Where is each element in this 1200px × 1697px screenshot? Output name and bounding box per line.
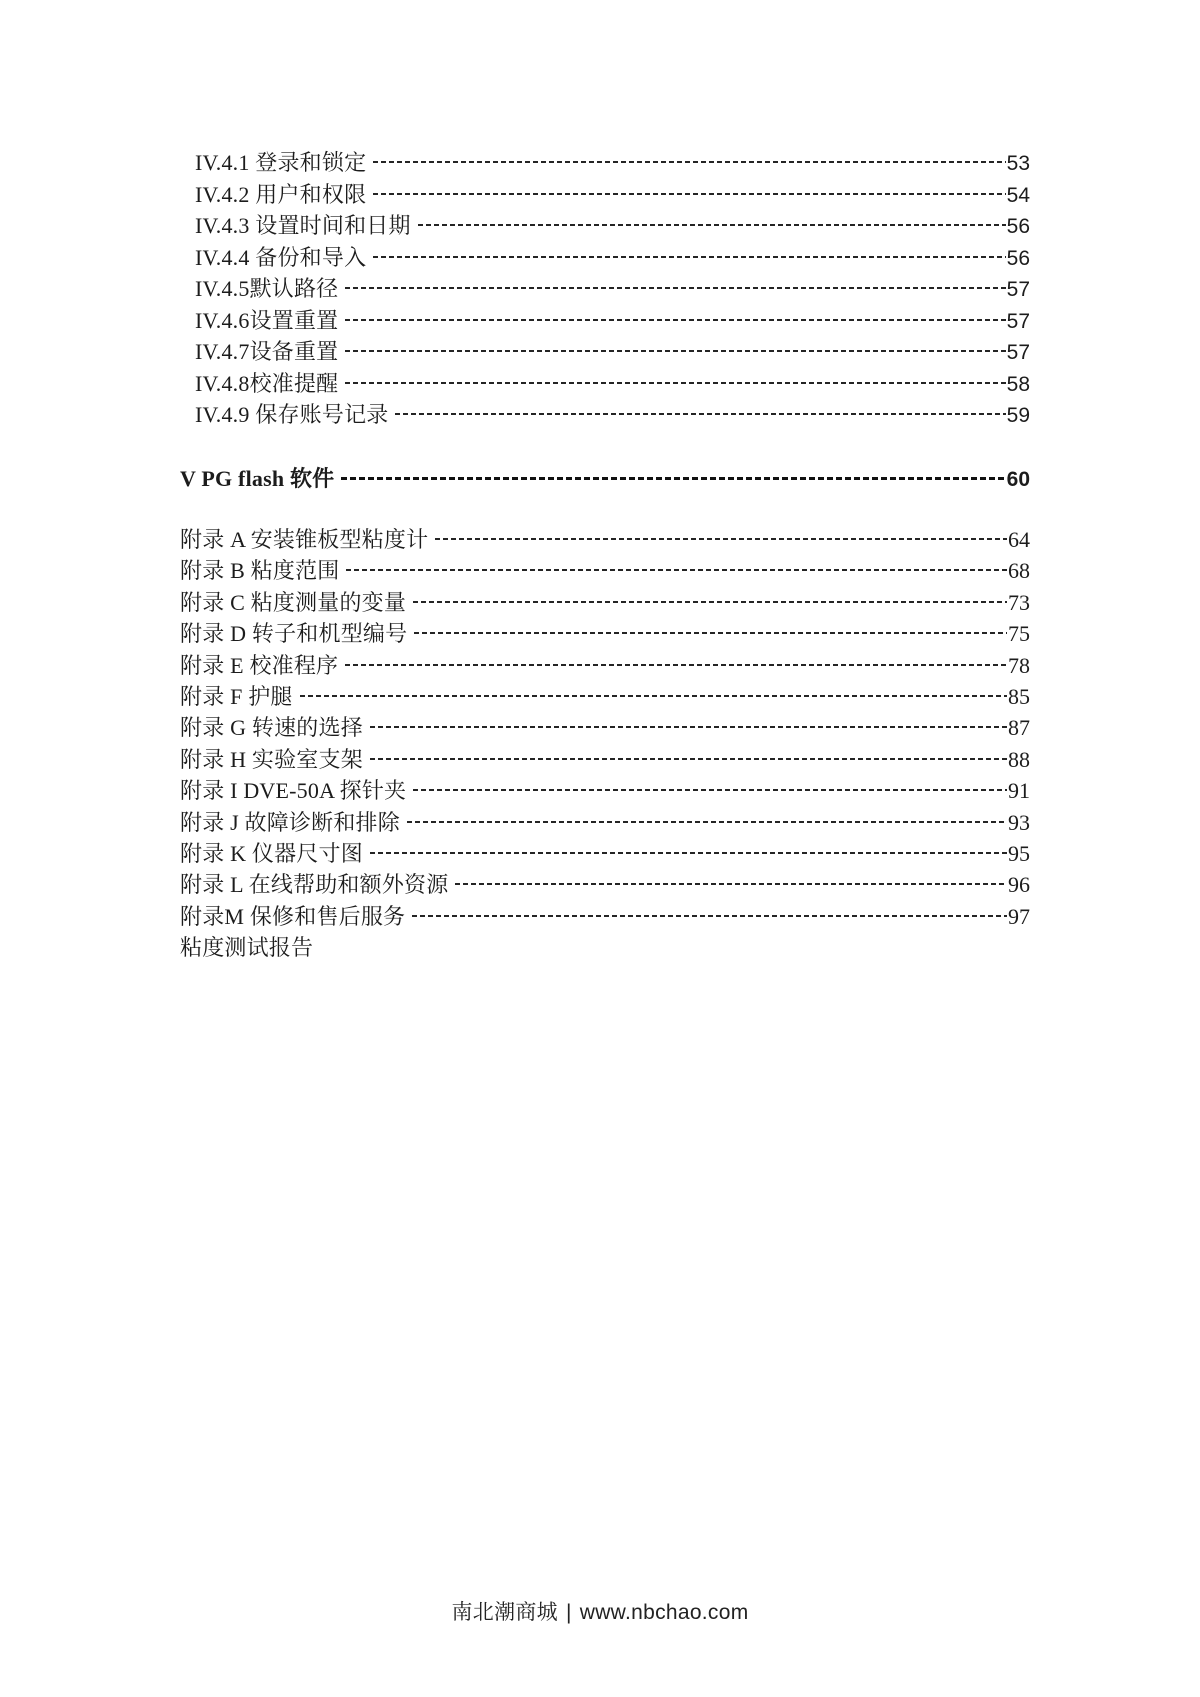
toc-entry-label: 附录 K 仪器尺寸图 [180,840,363,866]
leader-line [345,382,1005,384]
toc-entry [195,399,1030,431]
toc-entry-label: 附录 I DVE-50A 探针夹 [180,778,407,804]
toc-entry-page: 93 [1008,809,1030,835]
toc-entry-label: IV.4.3 设置时间和日期 [195,213,411,238]
leader-line [345,287,1005,289]
toc-entry-label: IV.4.1 登录和锁定 [195,150,367,175]
leader-line [413,789,1007,791]
toc-entry-label: 附录 E 校准程序 [180,652,339,678]
toc-entry-page: 56 [1006,246,1030,270]
toc-entry [180,901,1030,932]
footer [0,1596,1200,1626]
toc-entry-label: 附录M 保修和售后服务 [180,903,406,929]
toc-entry-label: IV.4.9 保存账号记录 [195,402,389,427]
toc-appendices [180,524,1030,963]
toc-entry-label: IV.4.6设置重置 [195,307,339,333]
leader-line [407,821,1007,823]
leader-line [345,350,1005,352]
toc-entry-page: 64 [1008,527,1030,552]
toc-entry-label: 附录 C 粘度测量的变量 [180,589,407,615]
toc-entry-label: 附录 J 故障诊断和排除 [180,809,400,835]
footer-url[interactable]: www.nbchao.com [579,1601,749,1624]
toc-entry [195,147,1030,179]
toc-entry [180,524,1030,555]
toc-entry [195,273,1030,305]
toc-entry-label: 粘度测试报告 [180,935,314,961]
toc-entry-label: 附录 L 在线帮助和额外资源 [180,872,449,898]
footer-divider: | [565,1601,572,1624]
toc-entry-label: IV.4.5默认路径 [195,276,339,301]
toc-entry [180,555,1030,586]
toc-entry-label: IV.4.4 备份和导入 [195,244,367,270]
toc-entry-label: IV.4.7设备重置 [195,339,339,364]
toc-entry [195,210,1030,242]
toc-entry [180,587,1030,618]
leader-line [414,632,1007,634]
footer-site-name: 南北潮商城 [451,1601,558,1624]
toc-entry-page: 96 [1008,872,1030,898]
leader-line [418,224,1006,226]
toc-entry [195,179,1030,211]
toc-entry-page: 87 [1008,715,1030,741]
toc-entry-page: 57 [1006,309,1030,333]
leader-line [413,601,1007,603]
toc-entry [180,775,1030,806]
toc-entry-report [180,932,1030,963]
toc-entry-page: 73 [1008,589,1030,615]
toc-entry [180,838,1030,869]
toc-entry-label: V PG flash 软件 [180,466,335,491]
toc-entry-page: 68 [1008,558,1030,584]
toc-entry-page: 58 [1006,372,1030,396]
leader-line [373,161,1005,163]
toc-entry-page: 54 [1006,183,1030,207]
toc-entry-page: 59 [1006,404,1030,427]
leader-line [370,726,1007,728]
toc-entry [180,650,1030,681]
leader-line [455,883,1007,885]
toc-part-v [180,463,1030,495]
toc-entry [180,712,1030,743]
toc-entry [195,336,1030,368]
toc-entry-label: IV.4.8校准提醒 [195,370,339,396]
leader-line [346,569,1007,571]
toc-entry-page: 57 [1006,341,1030,364]
toc-entry-label: 附录 A 安装锥板型粘度计 [180,527,429,552]
toc-entry-page: 95 [1008,840,1030,866]
toc-entry-page: 57 [1006,278,1030,301]
toc-entry-page: 91 [1008,778,1030,804]
leader-line [370,758,1007,760]
toc-entry [195,242,1030,274]
toc-section-iv4 [195,147,1030,431]
leader-line [395,413,1005,415]
toc-entry-page: 78 [1008,652,1030,678]
toc-entry-page: 60 [1006,468,1030,491]
leader-line [373,193,1005,195]
toc-entry-page: 97 [1008,903,1030,929]
toc-entry [195,305,1030,337]
toc-entry [195,368,1030,400]
leader-line [412,915,1007,917]
leader-line [435,538,1007,540]
toc-entry-page: 88 [1008,746,1030,772]
leader-line [341,477,1005,480]
toc-entry-page: 85 [1008,683,1030,709]
toc-entry-label: 附录 G 转速的选择 [180,715,363,741]
leader-line [373,256,1005,258]
toc-entry-label: 附录 H 实验室支架 [180,746,363,772]
toc-entry [180,807,1030,838]
leader-line [345,319,1005,321]
leader-line [370,852,1007,854]
toc-entry-label: 附录 F 护腿 [180,683,293,709]
toc-entry-page: 53 [1006,152,1030,175]
toc-entry [180,869,1030,900]
toc-entry-part-v [180,463,1030,495]
leader-line [345,664,1007,666]
toc-entry-label: 附录 B 粘度范围 [180,558,340,584]
toc-entry [180,744,1030,775]
toc-entry-label: 附录 D 转子和机型编号 [180,621,408,647]
toc-entry [180,681,1030,712]
toc-entry [180,618,1030,649]
toc-entry-page: 75 [1008,621,1030,647]
toc-entry-page: 56 [1006,215,1030,238]
leader-line [300,695,1007,697]
toc-entry-label: IV.4.2 用户和权限 [195,181,367,207]
